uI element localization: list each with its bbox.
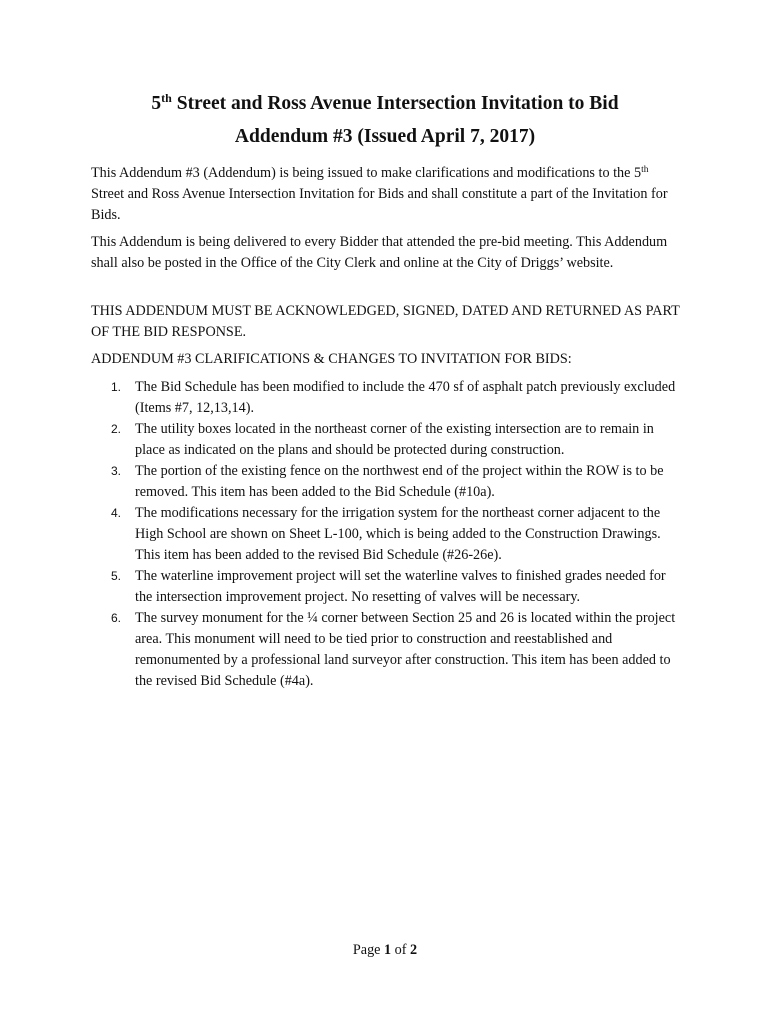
list-item-text: The utility boxes located in the northeast corner of the existing intersection are to remain in place as indicated on the plans and should be protected during construction.: [135, 421, 654, 458]
list-item: [91, 377, 686, 419]
list-item: [91, 566, 686, 608]
list-item-text: The modifications necessary for the irrigation system for the northeast corner adjacent to the High School are shown on Sheet L-100, which is being added to the Construction Drawings. This item has been added to the revised Bid Schedule (#26-26e).: [135, 505, 661, 563]
acknowledgement-notice: THIS ADDENDUM MUST BE ACKNOWLEDGED, SIGNED, DATED AND RETURNED AS PART OF THE BID RESPONSE.: [91, 303, 680, 340]
list-item-number: 5.: [111, 569, 122, 583]
total-page-number: 2: [410, 942, 418, 958]
list-item-number: 1.: [111, 380, 122, 394]
list-item-number: 4.: [111, 506, 122, 520]
list-item-text: The waterline improvement project will set the waterline valves to finished grades needed for the intersection improvement project. No resetting of valves will be necessary.: [135, 568, 666, 605]
current-page-number: 1: [384, 942, 392, 958]
list-item-number: 3.: [111, 464, 122, 478]
list-item-text: The survey monument for the ¼ corner between Section 25 and 26 is located within the project area. This monument will need to be tied prior to construction and reestablished and remonumented by a professional land surveyor after construction. This item has been added to the revised Bid Schedule (#4a).: [135, 610, 676, 689]
page-footer: Page 1 of 2: [352, 942, 418, 958]
document-title: 5th Street and Ross Avenue Intersection Invitation to Bid: [151, 91, 619, 114]
list-item-text: The Bid Schedule has been modified to include the 470 sf of asphalt patch previously excluded (Items #7, 12,13,14).: [135, 379, 676, 416]
list-item: [91, 419, 686, 461]
clarifications-list: [91, 377, 686, 692]
list-item-number: 6.: [111, 611, 122, 625]
list-item-number: 2.: [111, 422, 122, 436]
list-item: [91, 461, 686, 503]
intro-paragraph: This Addendum #3 (Addendum) is being issued to make clarifications and modifications to the 5th Street and Ross Avenue Intersection Invitation for Bids and shall constitute a part of the Invitation for Bids.: [91, 165, 668, 223]
document-subtitle: Addendum #3 (Issued April 7, 2017): [234, 126, 536, 147]
clarifications-heading: ADDENDUM #3 CLARIFICATIONS & CHANGES TO INVITATION FOR BIDS:: [91, 351, 572, 367]
list-item: [91, 503, 686, 566]
delivery-paragraph: This Addendum is being delivered to every Bidder that attended the pre-bid meeting. This Addendum shall also be posted in the Office of the City Clerk and online at the City of Driggs’ website.: [91, 234, 668, 271]
list-item: [91, 608, 686, 692]
list-item-text: The portion of the existing fence on the northwest end of the project within the ROW is to be removed. This item has been added to the Bid Schedule (#10a).: [135, 463, 664, 500]
